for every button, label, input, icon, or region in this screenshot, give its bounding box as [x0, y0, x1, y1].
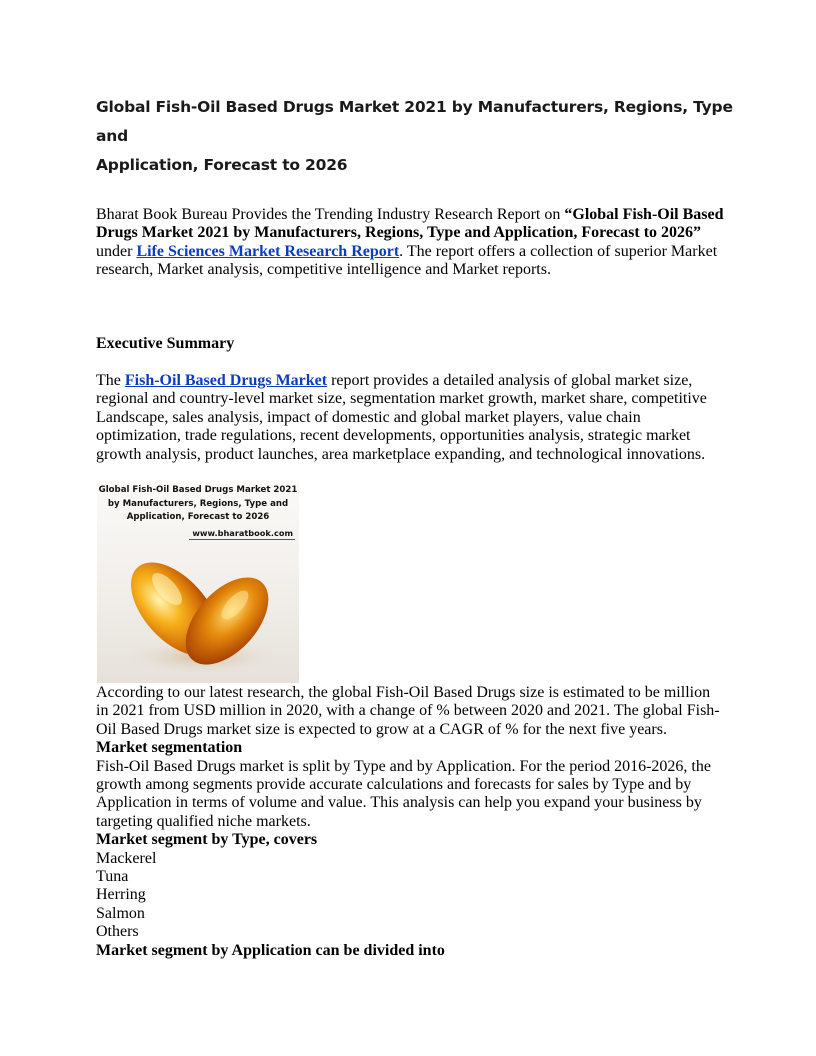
- report-cover-image: [97, 481, 299, 683]
- cover-title: [97, 484, 299, 525]
- intro-suffix: . The report offers a collection of superior Market research, Market analysis, competitive intelligence and Market reports.: [96, 242, 718, 279]
- segmentation-heading: Market segmentation: [96, 739, 243, 757]
- title-line-1: Global Fish-Oil Based Drugs Market 2021 by Manufacturers, Regions, Type and: [96, 98, 733, 145]
- research-paragraph: According to our latest research, the global Fish-Oil Based Drugs size is estimated to be million in 2021 from USD million in 2020, with a change of % between 2020 and 2021. The global Fish-Oil Based Drugs market size is expected to grow at a CAGR of % for the next five years.: [96, 684, 720, 738]
- life-sciences-link[interactable]: Life Sciences Market Research Report: [136, 242, 400, 260]
- type-item-mackerel: Mackerel: [96, 849, 157, 867]
- intro-report-name: “Global Fish-Oil Based Drugs Market 2021 by Manufacturers, Regions, Type and Application, Forecast to 2026”: [96, 206, 724, 242]
- intro-paragraph: [96, 206, 726, 280]
- type-item-herring: Herring: [96, 886, 146, 904]
- intro-under: under: [96, 242, 137, 260]
- type-heading: Market segment by Type, covers: [96, 831, 318, 849]
- type-item-others: Others: [96, 923, 139, 941]
- executive-summary-paragraph: [96, 372, 726, 464]
- intro-prefix: Bharat Book Bureau Provides the Trending Industry Research Report on: [96, 206, 565, 223]
- cover-title-line-2: by Manufacturers, Regions, Type and: [107, 498, 289, 509]
- cover-title-line-3: Application, Forecast to 2026: [126, 512, 270, 522]
- application-heading: Market segment by Application can be divided into: [96, 941, 445, 959]
- fish-oil-market-link[interactable]: Fish-Oil Based Drugs Market: [124, 372, 328, 389]
- segmentation-paragraph: Fish-Oil Based Drugs market is split by Type and by Application. For the period 2016-2026, the growth among segments provide accurate calculations and forecasts for sales by Type and by Application in terms of volume and value. This analysis can help you expand your business by targeting qualified niche markets.: [96, 757, 711, 830]
- cover-url: www.bharatbook.com: [192, 528, 293, 538]
- cover-title-line-1: Global Fish-Oil Based Drugs Market 2021: [98, 485, 298, 495]
- exec-prefix: The: [96, 372, 125, 389]
- page-title: [96, 93, 736, 180]
- type-item-tuna: Tuna: [96, 868, 129, 886]
- title-line-2: Application, Forecast to 2026: [96, 156, 348, 174]
- exec-body: report provides a detailed analysis of global market size, regional and country-level market size, segmentation market growth, market share, competitive Landscape, sales analysis, impact of domestic and global market players, value chain optimization, trade regulations, recent developments, opportunities analysis, strategic market growth analysis, product launches, area marketplace expanding, and technological innovations.: [96, 372, 707, 463]
- executive-summary-heading: Executive Summary: [96, 335, 235, 352]
- type-item-salmon: Salmon: [96, 904, 145, 922]
- market-research-section: [96, 684, 726, 960]
- cover-divider: [189, 539, 295, 540]
